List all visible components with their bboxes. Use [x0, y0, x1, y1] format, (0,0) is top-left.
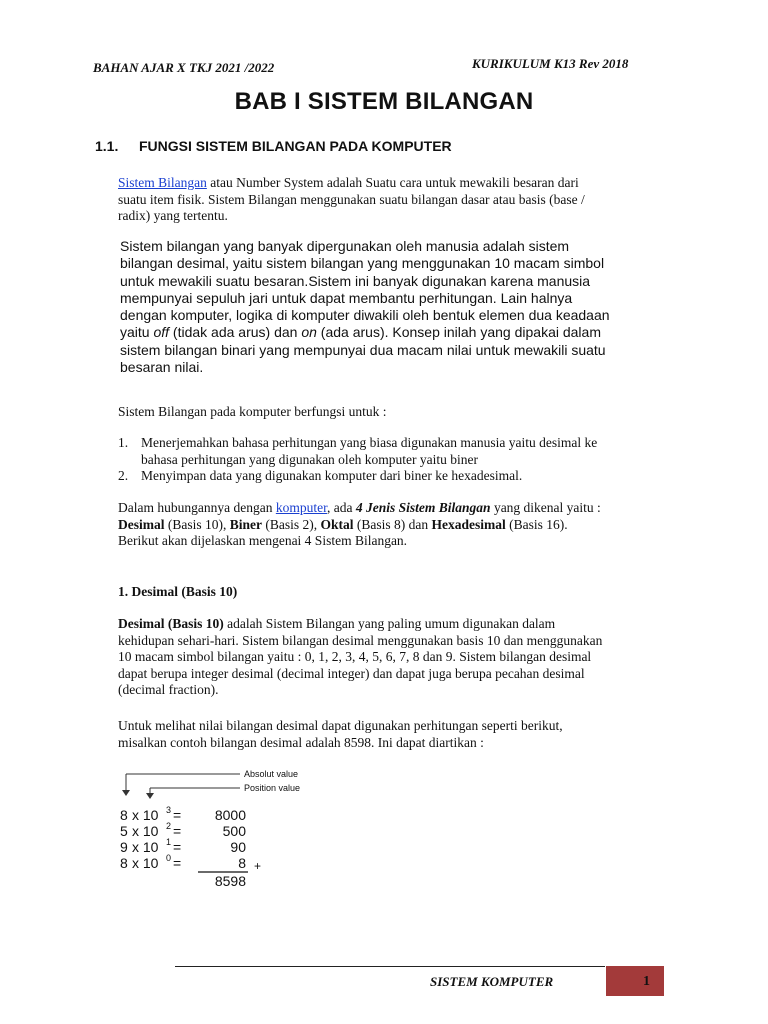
jenis-text: (Basis 10), — [164, 516, 230, 532]
position-arrow-head — [146, 793, 154, 799]
decimal-explanation — [120, 238, 674, 376]
row-value: 90 — [230, 839, 246, 855]
list-text: bahasa perhitungan yang digunakan oleh komputer yaitu biner — [141, 451, 479, 467]
list-text: Menerjemahkan bahasa perhitungan yang biasa digunakan manusia yaitu desimal ke — [141, 435, 598, 450]
desimal-line-2: kehidupan sehari-hari. Sistem bilangan desimal menggunakan basis 10 dan menggunakan — [118, 632, 603, 648]
list-number: 1. — [118, 435, 129, 450]
row-equals: = — [173, 823, 182, 839]
jenis-paragraph — [118, 500, 678, 550]
jenis-emphasis: 4 Jenis Sistem Bilangan — [355, 500, 491, 515]
fungsi-lead: Sistem Bilangan pada komputer berfungsi untuk : — [118, 404, 387, 419]
jenis-line-3: Berikut akan dijelaskan mengenai 4 Sistem Bilangan. — [118, 533, 408, 548]
off-term: off — [153, 324, 170, 341]
sistem-bilangan-link[interactable]: Sistem Bilangan — [118, 175, 207, 190]
jenis-text: (Basis 16). — [505, 516, 568, 532]
section-number: 1.1. — [95, 138, 119, 154]
decimal-expansion-figure — [112, 762, 322, 892]
row-equals: = — [173, 839, 182, 855]
row-exponent: 2 — [166, 821, 172, 831]
row-exponent: 1 — [166, 837, 172, 847]
fungsi-list — [118, 435, 678, 485]
boxed-line-6 — [120, 324, 674, 341]
sum-total: 8598 — [214, 873, 246, 889]
expansion-row — [120, 837, 246, 855]
intro-line-2: suatu item fisik. Sistem Bilangan menggunakan suatu bilangan dasar atau basis (base / — [118, 191, 585, 207]
row-equals: = — [173, 855, 182, 871]
jenis-text: (Basis 2), — [262, 516, 321, 532]
footer-rule — [175, 966, 605, 967]
row-digit: 5 — [120, 823, 128, 839]
boxed-line-7: sistem bilangan binari yang mempunyai dua macam nilai untuk mewakili suatu — [120, 341, 606, 358]
term-desimal: Desimal — [118, 516, 165, 532]
boxed-line-6c: (ada arus). Konsep inilah yang dipakai dalam — [316, 324, 601, 341]
row-value: 8000 — [214, 807, 246, 823]
row-value: 8 — [238, 855, 246, 871]
row-times: x 10 — [132, 839, 159, 855]
expansion-row — [120, 821, 246, 839]
komputer-link[interactable]: komputer — [275, 500, 328, 515]
page-number: 1 — [643, 974, 650, 989]
desimal-line-5: (decimal fraction). — [118, 682, 219, 697]
desimal-line-1: adalah Sistem Bilangan yang paling umum digunakan dalam — [223, 616, 556, 631]
header-right: KURIKULUM K13 Rev 2018 — [472, 56, 629, 71]
boxed-line-4: mempunyai sepuluh jari untuk dapat membantu perhitungan. Lain halnya — [120, 289, 573, 306]
intro-line-3: radix) yang tertentu. — [118, 208, 228, 223]
boxed-line-8: besaran nilai. — [120, 359, 204, 376]
term-hexadesimal: Hexadesimal — [431, 516, 506, 532]
row-times: x 10 — [132, 855, 159, 871]
row-digit: 8 — [120, 855, 128, 871]
term-oktal: Oktal — [320, 516, 354, 532]
desimal-bold: Desimal (Basis 10) — [118, 616, 224, 631]
boxed-line-6a: yaitu — [120, 324, 154, 341]
list-item — [118, 435, 678, 468]
expansion-row — [120, 805, 246, 823]
row-times: x 10 — [132, 823, 159, 839]
boxed-line-2: bilangan desimal, yaitu sistem bilangan yang menggunakan 10 macam simbol — [120, 255, 605, 272]
term-biner: Biner — [229, 516, 262, 532]
list-item — [118, 468, 678, 485]
jenis-text: , ada — [327, 500, 356, 515]
desimal-heading: 1. Desimal (Basis 10) — [118, 584, 238, 599]
desimal-line-3: 10 macam simbol bilangan yaitu : 0, 1, 2, 3, 4, 5, 6, 7, 8 dan 9. Sistem bilangan desimal — [118, 649, 592, 664]
row-digit: 8 — [120, 807, 128, 823]
expansion-row — [120, 853, 246, 871]
row-equals: = — [173, 807, 182, 823]
absolute-value-label: Absolut value — [244, 769, 299, 779]
intro-paragraph — [118, 175, 658, 225]
boxed-line-3: untuk mewakili suatu besaran.Sistem ini banyak digunakan karena manusia — [120, 272, 591, 289]
desimal-paragraph — [118, 616, 678, 699]
jenis-text: yang dikenal yaitu : — [490, 500, 601, 515]
section-title: FUNGSI SISTEM BILANGAN PADA KOMPUTER — [139, 138, 452, 154]
boxed-line-5: dengan komputer, logika di komputer diwakili oleh bentuk elemen dua keadaan — [120, 307, 610, 324]
row-exponent: 0 — [166, 853, 172, 863]
row-value: 500 — [222, 823, 246, 839]
jenis-text: Dalam hubungannya dengan — [118, 500, 276, 515]
example-line-2: misalkan contoh bilangan desimal adalah 8598. Ini dapat diartikan : — [118, 734, 484, 750]
row-times: x 10 — [132, 807, 159, 823]
boxed-line-6b: (tidak ada arus) dan — [169, 324, 302, 341]
position-value-label: Position value — [244, 783, 301, 793]
row-exponent: 3 — [166, 805, 172, 815]
row-digit: 9 — [120, 839, 128, 855]
page-title: BAB I SISTEM BILANGAN — [234, 88, 534, 115]
example-line-1: Untuk melihat nilai bilangan desimal dapat digunakan perhitungan seperti berikut, — [118, 718, 563, 733]
boxed-line-1: Sistem bilangan yang banyak dipergunakan oleh manusia adalah sistem — [120, 238, 570, 254]
list-text: Menyimpan data yang digunakan komputer dari biner ke hexadesimal. — [141, 468, 523, 483]
header-left: BAHAN AJAR X TKJ 2021 /2022 — [93, 60, 275, 75]
list-number: 2. — [118, 468, 129, 483]
on-term: on — [301, 324, 317, 341]
desimal-line-4: dapat berupa integer desimal (decimal integer) dan dapat juga berupa pecahan desimal — [118, 665, 585, 681]
absolute-arrow-head — [122, 790, 130, 796]
plus-sign: + — [254, 859, 262, 873]
intro-line-1: atau Number System adalah Suatu cara untuk mewakili besaran dari — [206, 175, 579, 190]
page-number-box — [606, 966, 664, 996]
jenis-text: (Basis 8) dan — [353, 516, 432, 532]
section-heading — [95, 138, 452, 154]
example-paragraph — [118, 718, 678, 751]
footer-label: SISTEM KOMPUTER — [430, 974, 554, 989]
